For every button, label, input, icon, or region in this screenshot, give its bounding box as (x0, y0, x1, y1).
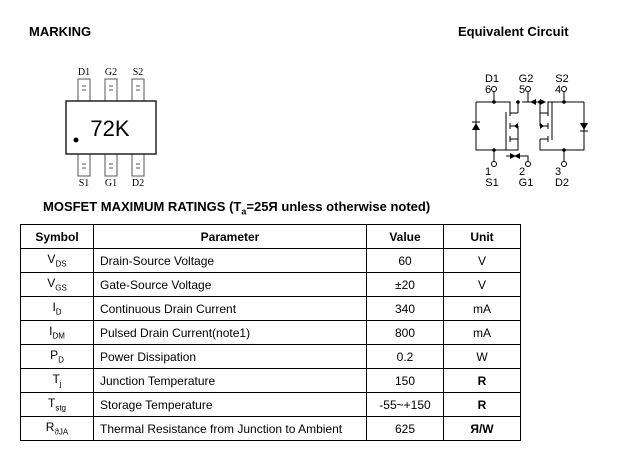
symbol-cell: $I_{DM}$ (21, 321, 94, 345)
circuit-pin-number: 6 (484, 84, 492, 96)
column-header-value: Value (367, 225, 444, 249)
circuit-pin-name: G2 (518, 73, 534, 85)
unit-cell: Я/W (444, 417, 521, 441)
parameter-cell: Drain-Source Voltage (94, 249, 367, 273)
unit-cell: R (444, 369, 521, 393)
parameter-cell: Power Dissipation (94, 345, 367, 369)
value-cell: 625 (367, 417, 444, 441)
value-cell: 340 (367, 297, 444, 321)
circuit-pin-name: S1 (485, 177, 499, 189)
table-row (21, 321, 521, 345)
value-cell: -55~+150 (367, 393, 444, 417)
symbol-cell: $T_j$ (21, 369, 94, 393)
circuit-pin-number: 3 (554, 166, 562, 178)
table-header-row (21, 225, 521, 249)
circuit-pin-number: 4 (554, 84, 562, 96)
unit-cell: W (444, 345, 521, 369)
table-row (21, 417, 521, 441)
symbol-cell: $T_{stg}$ (21, 393, 94, 417)
value-cell: 60 (367, 249, 444, 273)
marking-heading: MARKING (29, 24, 92, 39)
parameter-cell: Junction Temperature (94, 369, 367, 393)
column-header-unit: Unit (444, 225, 521, 249)
symbol-cell: $V_{GS}$ (21, 273, 94, 297)
table-row (21, 273, 521, 297)
marking-code: 72K (90, 116, 130, 141)
value-cell: 800 (367, 321, 444, 345)
parameter-cell: Thermal Resistance from Junction to Ambient (94, 417, 367, 441)
table-row (21, 369, 521, 393)
circuit-pin-number: 5 (518, 84, 526, 96)
symbol-cell: $P_D$ (21, 345, 94, 369)
package-pin (132, 154, 144, 176)
package-marking-diagram (60, 64, 170, 192)
circuit-pin-name: S2 (555, 73, 569, 85)
column-header-parameter: Parameter (94, 225, 367, 249)
ratings-heading: MOSFET MAXIMUM RATINGS ($T_a=25Я$ unless otherwise noted) (43, 199, 431, 217)
column-header-symbol: Symbol (21, 225, 94, 249)
marking-bottom-pin-label: D2 (131, 178, 145, 189)
circuit-pin-name: D1 (484, 73, 500, 85)
symbol-cell: $I_D$ (21, 297, 94, 321)
unit-cell: mA (444, 297, 521, 321)
unit-cell: V (444, 249, 521, 273)
marking-top-pin-label: S2 (132, 67, 144, 78)
marking-top-pin-label: G2 (104, 67, 118, 78)
parameter-cell: Gate-Source Voltage (94, 273, 367, 297)
maximum-ratings-table (20, 224, 521, 441)
parameter-cell: Continuous Drain Current (94, 297, 367, 321)
value-cell: 150 (367, 369, 444, 393)
table-row (21, 249, 521, 273)
circuit-pin-name: D2 (554, 177, 570, 189)
symbol-cell: $V_{DS}$ (21, 249, 94, 273)
unit-cell: V (444, 273, 521, 297)
unit-cell: R (444, 393, 521, 417)
equivalent-circuit-diagram (466, 72, 596, 192)
circuit-pin-number: 1 (484, 166, 492, 178)
parameter-cell: Storage Temperature (94, 393, 367, 417)
pin-one-dot (74, 138, 79, 143)
marking-top-pin-label: D1 (77, 67, 91, 78)
unit-cell: mA (444, 321, 521, 345)
table-row (21, 393, 521, 417)
marking-bottom-pin-label: G1 (104, 178, 118, 189)
symbol-cell: $R_{ϑJA}$ (21, 417, 94, 441)
circuit-pin-name: G1 (518, 177, 534, 189)
table-row (21, 345, 521, 369)
marking-bottom-pin-label: S1 (78, 178, 90, 189)
equivalent-circuit-heading: Equivalent Circuit (458, 24, 569, 39)
circuit-pin-number: 2 (518, 166, 526, 178)
package-pin (78, 154, 90, 176)
package-pin (105, 154, 117, 176)
value-cell: 0.2 (367, 345, 444, 369)
table-row (21, 297, 521, 321)
value-cell: ±20 (367, 273, 444, 297)
parameter-cell: Pulsed Drain Current(note1) (94, 321, 367, 345)
circuit-wiring (476, 92, 584, 161)
